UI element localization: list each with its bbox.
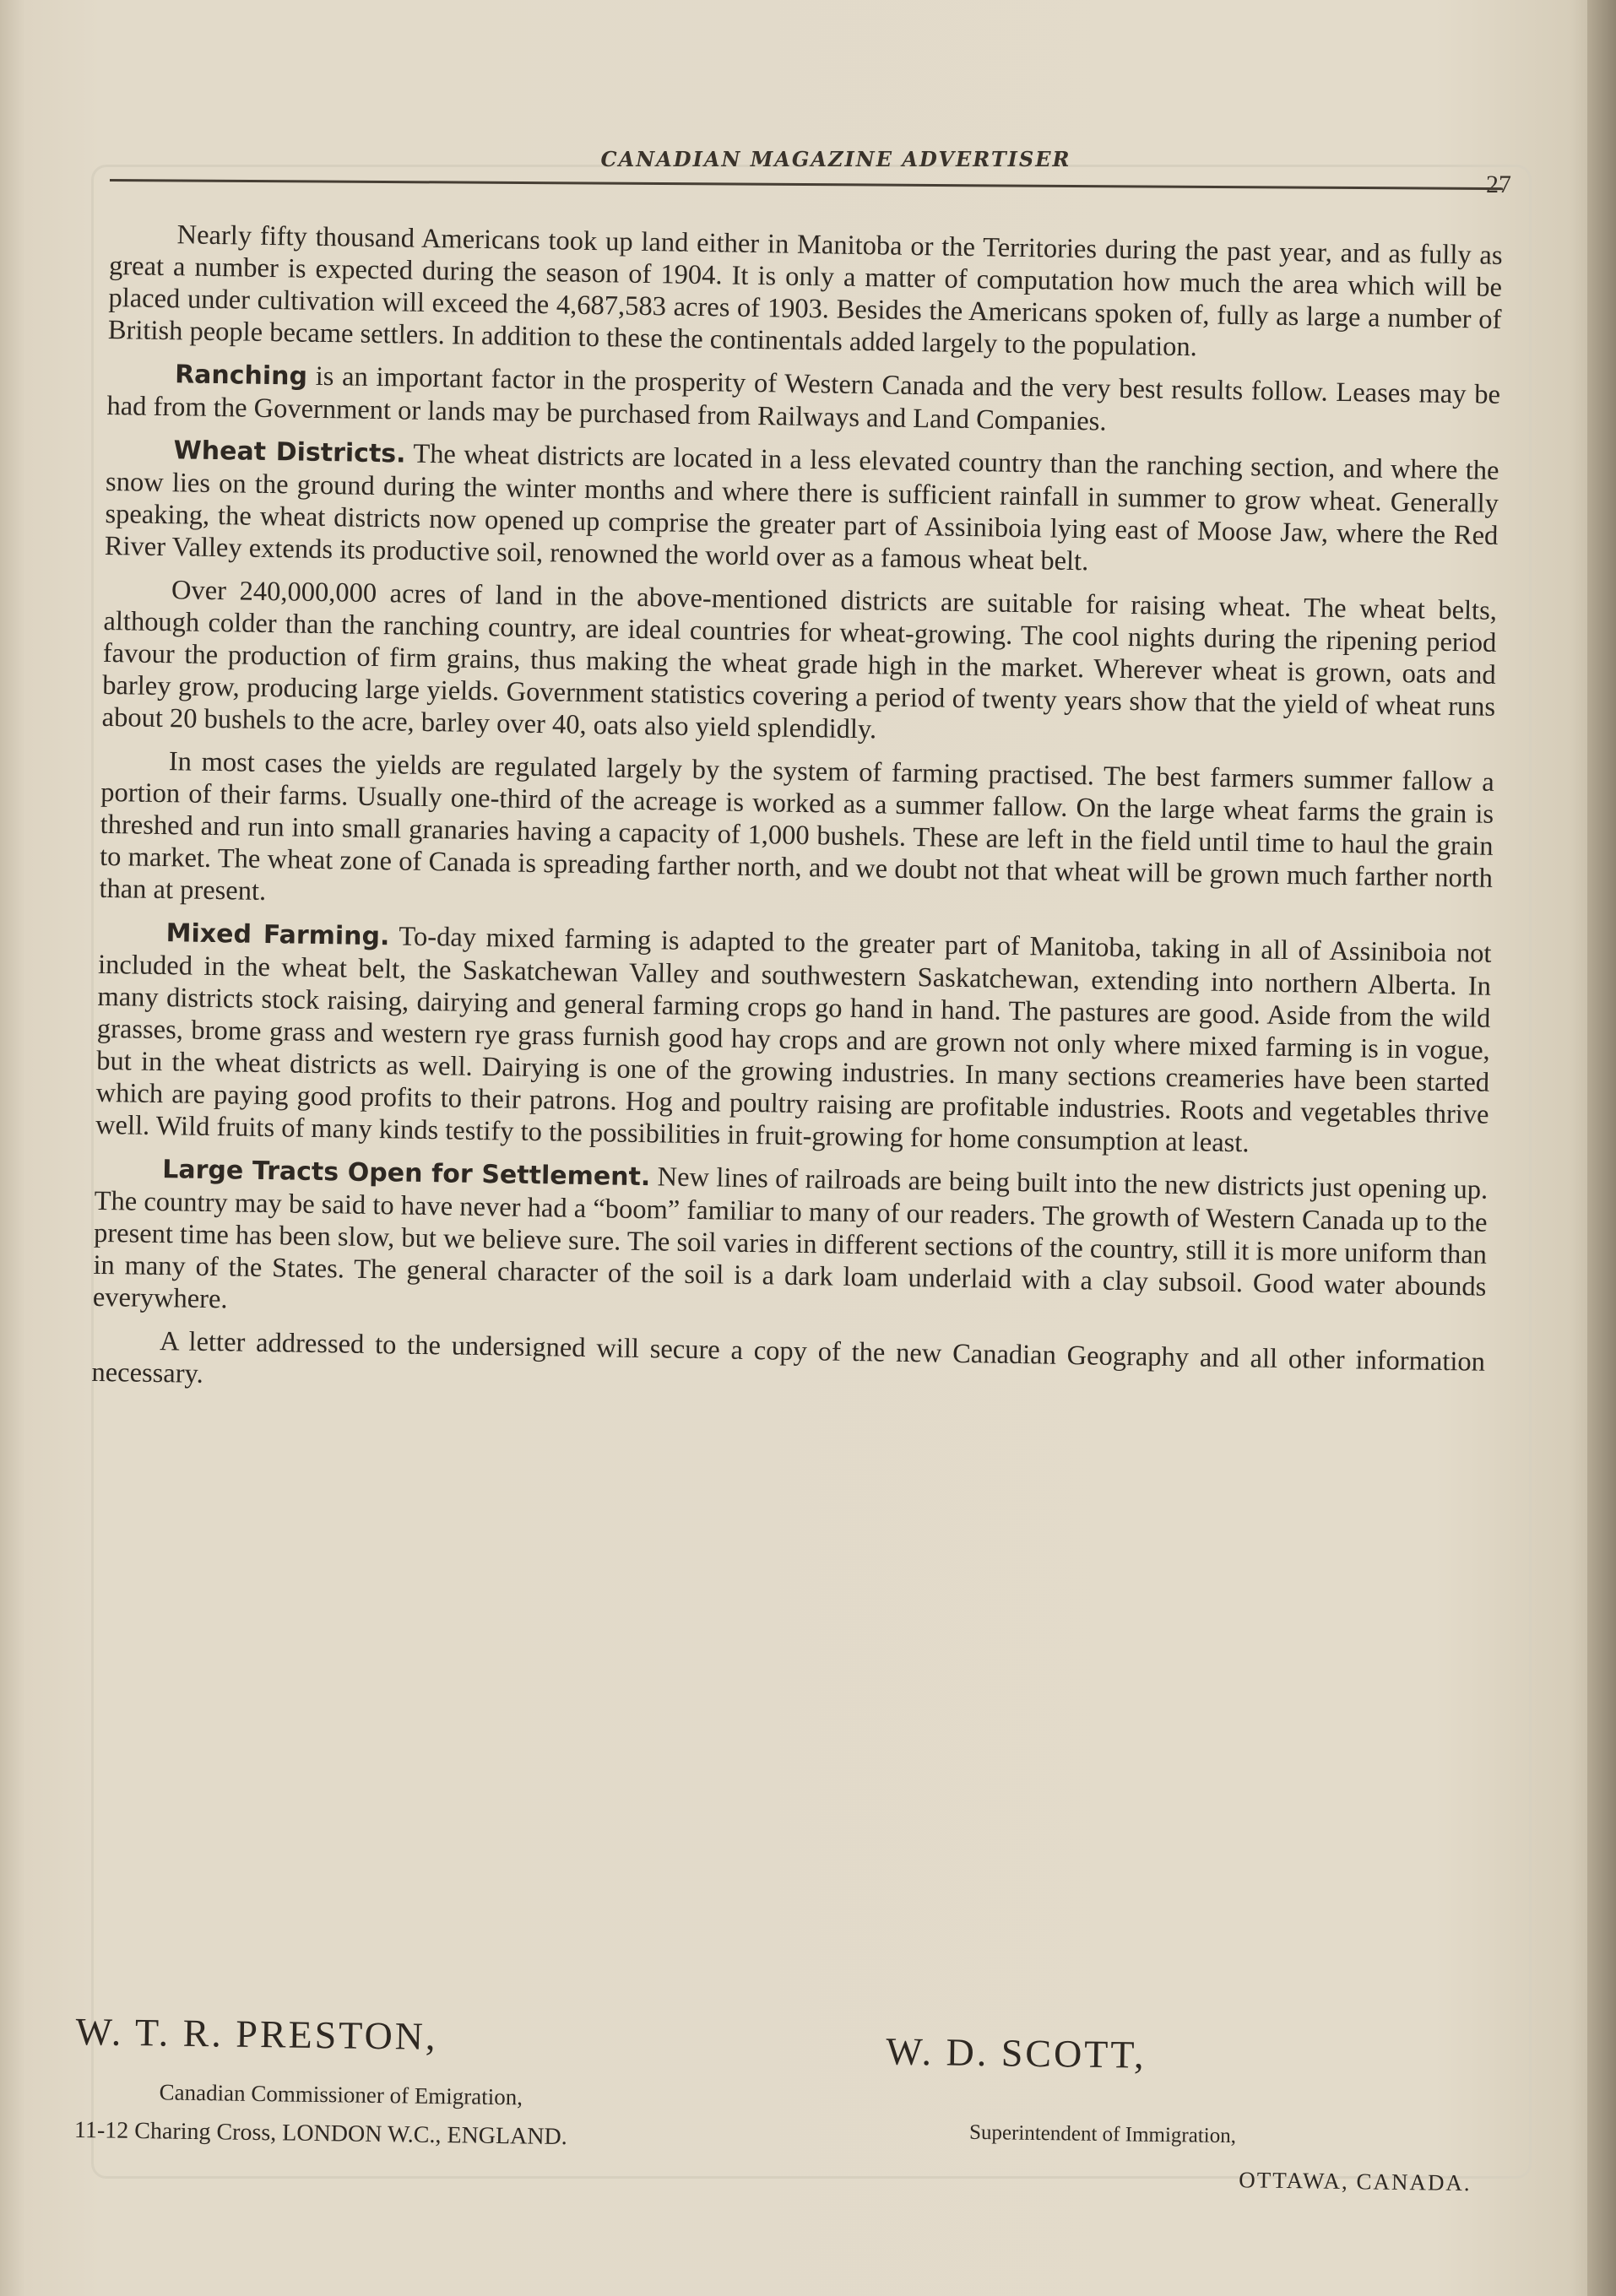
- paragraph-text: In most cases the yields are regulated largely by the system of farming practised. The best farmers summer fallow a portion of their farms. Usually one-third of the acreage is worked as a summer fallow. On the large wheat farms the grain is threshed and run into small granaries having a capacity of 1,000 bushels. These are left in the field until time to haul the grain to market. The wheat zone of Canada is spreading farther north, and we doubt not that wheat will be grown much farther north than at present.: [99, 746, 1494, 907]
- paragraph-text: Over 240,000,000 acres of land in the above-mentioned districts are suitable for raising wheat. The wheat belts, although colder than the ranching country, are ideal countries for wheat-growing. The cool nights during the ripening period favour the production of firm grains, thus making the wheat grade high in the market. Wherever wheat is grown, oats and barley grow, producing large yields. Government statistics covering a period of twenty years show that the yield of wheat runs about 20 bushels to the acre, barley over 40, oats also yield splendidly.: [101, 575, 1498, 745]
- article-body: [91, 218, 1503, 1421]
- book-spine-shadow: [1587, 0, 1616, 2296]
- paragraph-text: New lines of railroads are being built into the new districts just opening up. The country may be said to have never had a “boom” familiar to many of our readers. The growth of Western Canada up to the present time has been slow, but we believe sure. The soil varies in different sections of the country, still it is more uniform than in many of the States. The general character of the soil is a dark loam underlaid with a clay subsoil. Good water abounds everywhere.: [92, 1162, 1489, 1315]
- signatory-title: Canadian Commissioner of Emigration,: [159, 2079, 523, 2110]
- signatory-name: W. T. R. PRESTON,: [75, 2010, 438, 2058]
- running-title: CANADIAN MAGAZINE ADVERTISER: [600, 147, 1071, 171]
- paragraph-lead: Large Tracts Open for Settlement.: [162, 1155, 651, 1193]
- paragraph-text: To-day mixed farming is adapted to the greater part of Manitoba, taking in all of Assiniboia not included in the wheat belt, the Saskatchewan Valley and southwestern Saskatchewan, extending into northern Alberta. In many districts stock raising, dairying and general farming crops go hand in hand. The pastures are good. Aside from the wild grasses, brome grass and western rye grass furnish good hay crops and are grown not only where mixed farming is in vogue, but in the wheat districts as well. Dairying is one of the growing industries. In many sections creameries have been started which are paying good profits to their patrons. Hog and poultry raising are profitable industries. Roots and vegetables thrive well. Wild fruits of many kinds testify to the possibilities in fruit-growing for home consumption at least.: [95, 921, 1492, 1159]
- paragraph-letter: [91, 1324, 1485, 1411]
- paragraph-text: The wheat districts are located in a less elevated country than the ranching section, and where the snow lies on the ground during the winter months and where there is sufficient rainfall in summer to grow wheat. Generally speaking, the wheat districts now opened up comprise the greater part of Assiniboia lying east of Moose Jaw, where the Red River Valley extends its productive soil, renowned the world over as a famous wheat belt.: [104, 438, 1499, 577]
- page-header: [110, 142, 1511, 198]
- paragraph-wheat-districts: [105, 433, 1499, 584]
- paragraph-lead: Ranching: [174, 360, 308, 392]
- signatory-address: 11-12 Charing Cross, LONDON W.C., ENGLAND.: [73, 2116, 567, 2151]
- paragraph-acreage: [101, 573, 1497, 755]
- paragraph-yields: [99, 745, 1494, 927]
- paragraph-ranching: [106, 357, 1500, 444]
- paragraph-lead: Wheat Districts.: [173, 436, 406, 469]
- signatory-name: W. D. SCOTT,: [886, 2029, 1147, 2077]
- paragraph-text: Nearly fifty thousand Americans took up land either in Manitoba or the Territories during the past year, and as fully as great a number is expected during the season of 1904. It is only a matter of computation how much the area which will be placed under cultivation will exceed the 4,687,583 acres of 1903. Besides the Americans spoken of, fully as large a number of British people became settlers. In addition to these the continentals added largely to the population.: [107, 219, 1503, 363]
- signatory-address: OTTAWA, CANADA.: [1239, 2167, 1472, 2196]
- paragraph-large-tracts: [93, 1152, 1489, 1335]
- page-number: 27: [1486, 171, 1511, 198]
- paragraph-text: is an important factor in the prosperity of Western Canada and the very best results follow. Leases may be had from the Government or lands may be purchased from Railways and Land Companies.: [106, 360, 1501, 437]
- paragraph-mixed-farming: [95, 916, 1492, 1163]
- paragraph-americans: [108, 218, 1503, 368]
- paragraph-text: A letter addressed to the undersigned will secure a copy of the new Canadian Geography and all other information necessary.: [91, 1326, 1486, 1389]
- paragraph-lead: Mixed Farming.: [165, 918, 390, 952]
- signature-block: [73, 2009, 1528, 2232]
- signatory-title: Superintendent of Immigration,: [968, 2120, 1237, 2148]
